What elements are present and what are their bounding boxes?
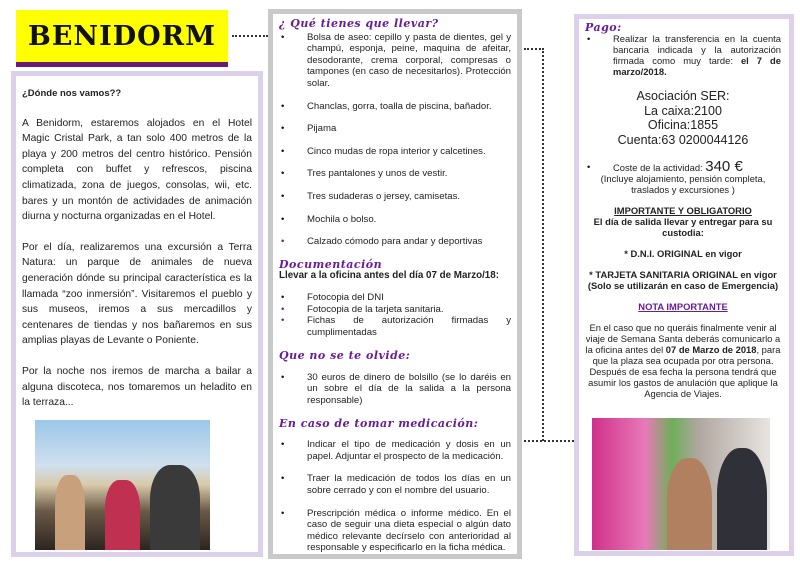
cost-value: 340 € bbox=[705, 158, 743, 176]
cost-label: Coste de la actividad: bbox=[613, 162, 706, 174]
note-heading: NOTA IMPORTANTE bbox=[638, 301, 728, 313]
list-item: • Chanclas, gorra, toalla de piscina, bañador. bbox=[279, 101, 511, 113]
list-item: • Pijama bbox=[279, 123, 511, 135]
brochure-title: BENIDORM bbox=[16, 10, 228, 67]
cost-list bbox=[585, 158, 781, 176]
dotted-connector bbox=[232, 35, 268, 37]
list-item: • Bolsa de aseo: cepillo y pasta de dientes, gel y champú, esponja, peine, maquina de afeitar, desodorante, crema corporal, compresas o tampones (en caso de necesitarlos). Protección solar. bbox=[279, 32, 511, 90]
market-photo bbox=[592, 418, 770, 550]
payment-text: Realizar la transferencia en la cuenta bancaria indicada y la autorización firmada como muy tarde: bbox=[613, 33, 781, 66]
important-heading: IMPORTANTE Y OBLIGATORIO bbox=[614, 205, 752, 217]
paragraph: Por la noche nos iremos de marcha a bailar a alguna discoteca, nos tomaremos un heladito en la terraza... bbox=[22, 365, 252, 409]
list-item: • Traer la medicación de todos los días en un sobre cerrado y con el nombre del usuario. bbox=[279, 473, 511, 496]
list-item: • Tres pantalones y unos de vestir. bbox=[279, 168, 511, 180]
paragraph: A Benidorm, estaremos alojados en el Hotel Magic Cristal Park, a tan solo 400 metros de la playa y 200 metros del centro histórico. Pensión completa con buffet y refrescos, piscina climatizada, zona de juegos, consolas, wii, etc. bares y un montón de actividades de animación diurna y nocturna organizadas en el Hotel. bbox=[22, 117, 252, 223]
list-item: • Tres sudaderas o jersey, camisetas. bbox=[279, 191, 511, 203]
card-requirement: * TARJETA SANITARIA ORIGINAL en vigor bbox=[589, 269, 777, 281]
payment-list bbox=[585, 33, 781, 77]
group-photo bbox=[35, 420, 210, 550]
dotted-connector bbox=[542, 48, 544, 441]
bank-line: Asociación SER: bbox=[636, 89, 730, 103]
list-item: • Fichas de autorización firmadas y cumplimentadas bbox=[279, 315, 511, 338]
reminder-list bbox=[279, 372, 511, 407]
bank-line: La caixa:2100 bbox=[644, 103, 722, 118]
list-item: • Cinco mudas de ropa interior y calcetines. bbox=[279, 146, 511, 158]
section-heading: En caso de tomar medicación: bbox=[279, 416, 479, 430]
paragraph: Por el día, realizaremos una excursión a Terra Natura: un parque de animales de nueva generación dónde su principal característica es la llamada “zoo inmersión”. Visitaremos el pueblo y sus museos, iremos a sus mercadillos y centenares de tiendas y nos bañaremos en sus amplias playas de Levante o Poniente. bbox=[22, 241, 252, 347]
list-item: • Prescripción médica o informe médico. En el caso de seguir una dieta especial o algún dato médico relevante decírselo con anterioridad al responsable y especificarlo en la ficha médica. bbox=[279, 508, 511, 554]
list-item: • 30 euros de dinero de bolsillo (se lo daréis en un sobre el día de la salida a la persona responsable) bbox=[279, 372, 511, 407]
list-item: • Mochila o bolso. bbox=[279, 214, 511, 226]
section-subheading: Llevar a la oficina antes del día 07 de Marzo/18: bbox=[279, 270, 499, 282]
medication-list bbox=[279, 439, 511, 554]
note-text: , para que la plaza sea ocupada por otra persona. Después de esa fecha la persona tendrá que asumir los gastos de anulación que aplique la Agencia de Viajes. bbox=[588, 344, 781, 400]
bank-details bbox=[585, 89, 781, 147]
cancellation-note bbox=[585, 322, 781, 399]
note-text: En el caso que no queráis finalmente venir al viaje de Semana Santa deberás comunicarlo a la oficina antes del bbox=[585, 322, 781, 356]
dotted-connector bbox=[524, 440, 574, 442]
section-heading: ¿Dónde nos vamos?? bbox=[22, 88, 122, 99]
section-heading: Documentación bbox=[279, 257, 383, 271]
dotted-connector bbox=[524, 48, 544, 50]
important-text: El día de salida llevar y entregar para su custodia: bbox=[593, 216, 773, 239]
list-item: • Indicar el tipo de medicación y dosis en un papel. Adjuntar el prospecto de la medicación. bbox=[279, 439, 511, 462]
dni-requirement: * D.N.I. ORIGINAL en vigor bbox=[624, 248, 742, 260]
list-item: • Fotocopia del DNI bbox=[279, 292, 511, 304]
list-item: • Fotocopia de la tarjeta sanitaria. bbox=[279, 304, 511, 316]
documents-list bbox=[279, 292, 511, 338]
card-note: (Solo se utilizarán en caso de Emergencia) bbox=[587, 280, 779, 292]
bank-line: Cuenta:63 0200044126 bbox=[617, 132, 749, 147]
list-item: • Calzado cómodo para andar y deportivas bbox=[279, 236, 511, 248]
checklist-panel bbox=[268, 9, 522, 559]
section-heading: ¿ Qué tienes que llevar? bbox=[279, 17, 439, 30]
section-heading: Que no se te olvide: bbox=[279, 349, 411, 363]
payment-deadline: el 7 de marzo/2018. bbox=[613, 55, 781, 77]
bank-line: Oficina:1855 bbox=[647, 118, 719, 133]
section-heading: Pago: bbox=[585, 21, 622, 34]
cost-note: (Incluye alojamiento, pensión completa, traslados y excursiones ) bbox=[600, 173, 766, 196]
note-date: 07 de Marzo de 2018 bbox=[665, 344, 757, 356]
packing-list bbox=[279, 32, 511, 248]
